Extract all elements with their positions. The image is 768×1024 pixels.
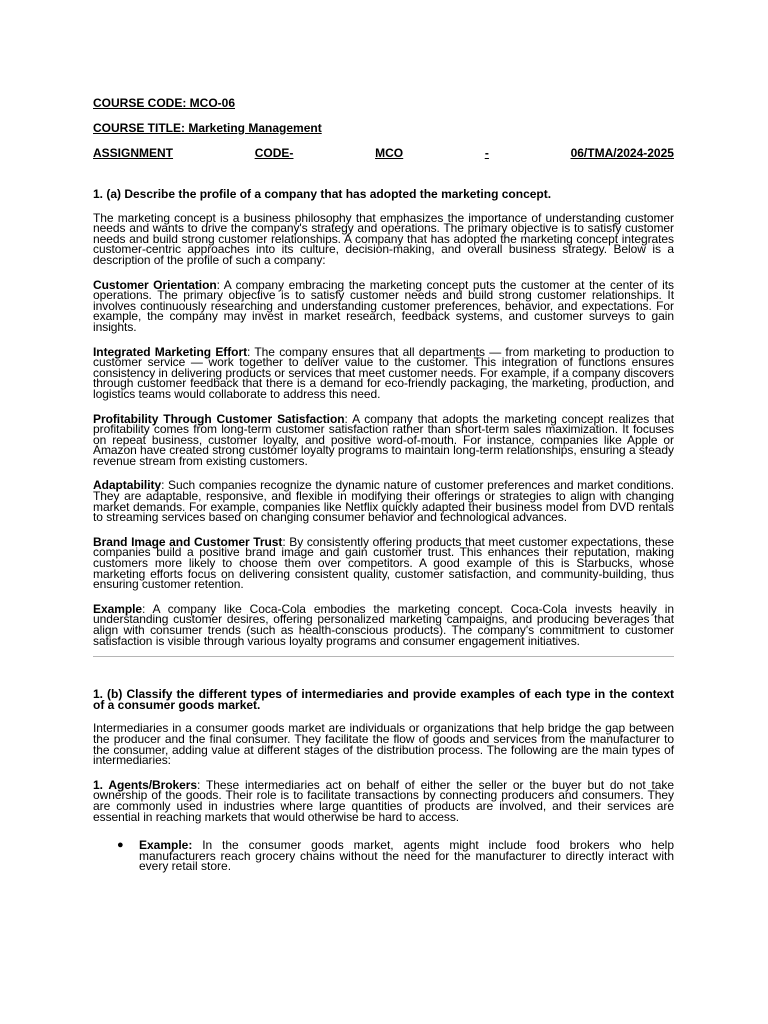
point-term: Brand Image and Customer Trust [93, 534, 283, 549]
point-integrated-marketing [93, 344, 675, 401]
point-text: : A company like Coca-Cola embodies the marketing concept. Coca-Cola invests heavily in understanding customer desires, offering personalized marketing campaigns, and producing beverages that align with consumer trends (such as health-conscious products). The company's commitment to customer satisfaction is visible through various loyalty programs and consumer engagement initiatives. [93, 601, 674, 648]
bullet-icon: ● [117, 839, 124, 852]
point-term: Customer Orientation [93, 277, 217, 292]
point-text: : A company that adopts the marketing concept realizes that profitability comes from long-term customer satisfaction rather than short-term sales maximization. It focuses on repeat business, customer loyalty, and positive word-of-mouth. For instance, companies like Apple or Amazon have created strong customer loyalty programs to maintain long-term relationships, ensuring a steady revenue stream from existing customers. [93, 411, 674, 468]
example-list [93, 840, 674, 872]
assignment-code-part: 06/TMA/2024-2025 [570, 146, 674, 160]
point-text: : Such companies recognize the dynamic nature of customer preferences and market conditions. They are adaptable, responsive, and flexible in modifying their offerings or strategies to align with changing market demands. For example, companies like Netflix quickly adapted their business model from DVD rentals to streaming services based on changing consumer behavior and technological advances. [93, 478, 674, 525]
course-code: COURSE CODE: MCO-06 [93, 96, 236, 110]
assignment-code-part: ASSIGNMENT [93, 146, 174, 160]
q1b-intro: Intermediaries in a consumer goods market are individuals or organizations that help bridge the gap between the producer and the final consumer. They facilitate the flow of goods and services from the manufacturer to the consumer, adding value at different stages of the distribution process. The following are the main types of intermediaries: [93, 721, 674, 768]
point-term: Example [93, 601, 143, 616]
question-1b: 1. (b) Classify the different types of intermediaries and provide examples of each type in the context of a consumer goods market. [93, 687, 674, 712]
agents-term: 1. Agents/Brokers [93, 777, 198, 792]
example-term: Example: [139, 838, 193, 853]
point-term: Adaptability [93, 478, 162, 493]
point-text: : The company ensures that all departments — from marketing to production to customer service — work together to deliver value to the customer. This integration of functions ensures consistency in delivering products or services that meet customer needs. For example, if a company discovers through customer feedback that there is a demand for eco-friendly packaging, the marketing, production, and logistics teams would collaborate to address this need. [93, 344, 675, 401]
question-1a: 1. (a) Describe the profile of a company that has adopted the marketing concept. [93, 187, 552, 201]
document-page [93, 96, 674, 872]
q1a-intro: The marketing concept is a business philosophy that emphasizes the importance of understanding customer needs and wants to drive the company's strategy and operations. The primary objective is to satisfy customer needs and build strong customer relationships. A company that has adopted the marketing concept integrates customer-centric approaches into its culture, decision-making, and overall business strategy. Below is a description of the profile of such a company: [93, 210, 674, 267]
point-example [93, 601, 674, 648]
point-text: : By consistently offering products that meet customer expectations, these companies build a positive brand image and gain customer trust. This enhances their reputation, making customers more likely to choose them over competitors. A good example of this is Starbucks, whose marketing efforts focus on delivering consistent quality, customer satisfaction, and community-building, thus ensuring customer retention. [93, 534, 674, 592]
point-brand-image [93, 534, 674, 592]
agents-text: : These intermediaries act on behalf of either the seller or the buyer but do not take ownership of the goods. Their role is to facilitate transactions by connecting producers and consumers. They are commonly used in industries where large quantities of products are involved, and their services are essential in reaching markets that would otherwise be hard to access. [93, 777, 674, 824]
section-divider [93, 656, 674, 657]
course-title: COURSE TITLE: Marketing Management [93, 121, 322, 135]
list-item [117, 838, 674, 874]
point-adaptability [93, 478, 674, 525]
point-term: Profitability Through Customer Satisfaction [93, 411, 345, 426]
assignment-code [93, 146, 674, 160]
assignment-code-part: - [484, 146, 489, 160]
point-profitability [93, 411, 674, 468]
example-text: In the consumer goods market, agents might include food brokers who help manufacturers reach grocery chains without the need for the manufacturer to directly interact with every retail store. [139, 838, 674, 874]
point-text: : A company embracing the marketing concept puts the customer at the center of its operations. The primary objective is to satisfy customer needs and build strong customer relationships. It involves continuously researching and understanding customer preferences, behavior, and expectations. For example, the company may invest in market research, feedback systems, and customer surveys to gain insights. [93, 277, 674, 334]
point-customer-orientation [93, 277, 674, 334]
agents-brokers [93, 777, 674, 824]
point-term: Integrated Marketing Effort [93, 344, 248, 359]
assignment-code-part: MCO [375, 146, 404, 160]
assignment-code-part: CODE- [254, 146, 294, 160]
